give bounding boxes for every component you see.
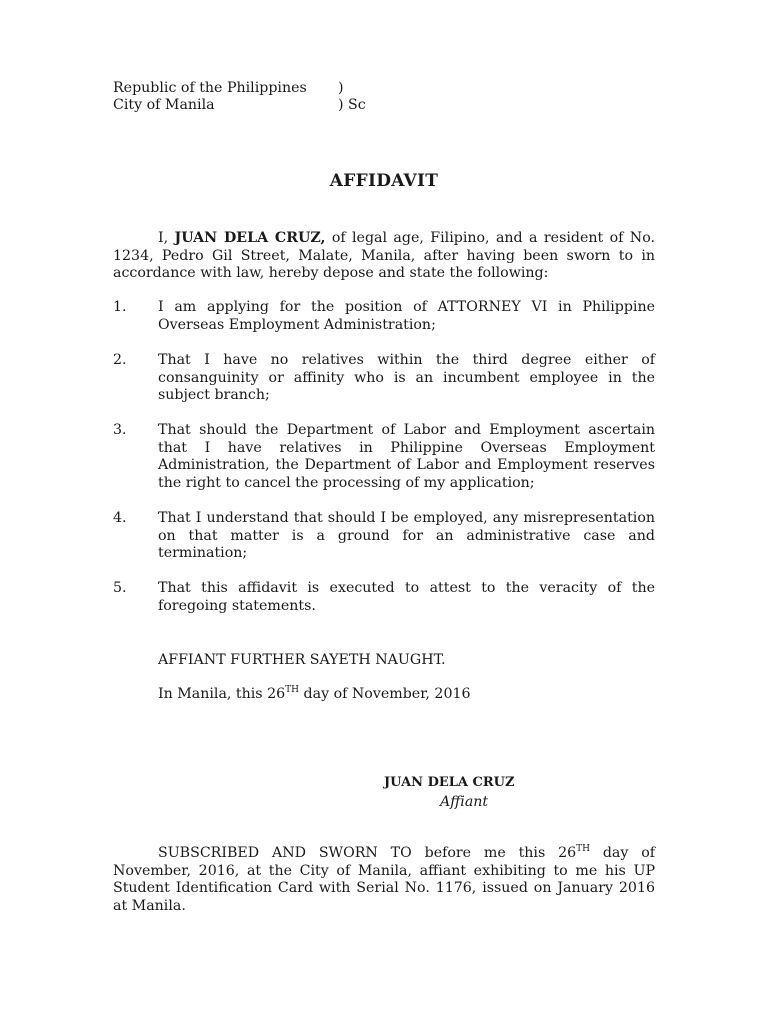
list-item bbox=[113, 422, 655, 492]
list-item bbox=[113, 580, 655, 615]
intro-rest: of legal age, Filipino, and a resident of No. 1234, Pedro Gil Street, Malate, Manila, after having been sworn to in accordance with law, hereby depose and state the following: bbox=[113, 230, 656, 281]
dated-line bbox=[158, 686, 471, 704]
signature-role: Affiant bbox=[440, 794, 489, 810]
list-item-number: 4. bbox=[113, 510, 127, 526]
jurat-sup: TH bbox=[576, 844, 590, 854]
list-item bbox=[113, 510, 655, 563]
affiant-name-inline: JUAN DELA CRUZ, bbox=[174, 230, 326, 246]
list-item-text: That I understand that should I be employed, any misrepresentation on that matter is a ground for an administrative case and termination; bbox=[158, 510, 655, 561]
intro-prefix: I, bbox=[158, 230, 175, 246]
jurat-paragraph bbox=[113, 845, 655, 915]
venue-republic: Republic of the Philippines bbox=[113, 80, 307, 96]
jurat-suffix: day of November, 2016, at the City of Manila, affiant exhibiting to me his UP Student Identification Card with Serial No. 1176, issued on January 2016 at Manila. bbox=[113, 845, 655, 914]
venue-city: City of Manila bbox=[113, 97, 215, 113]
list-item-text: That should the Department of Labor and Employment ascertain that I have relatives in Philippine Overseas Employment Administration, the Department of Labor and Employment reserves the right to cancel the processing of my application; bbox=[158, 422, 655, 491]
list-item-text: That I have no relatives within the third degree either of consanguinity or affinity who is an incumbent employee in the subject branch; bbox=[158, 352, 655, 403]
venue-city-paren: ) Sc bbox=[338, 97, 366, 113]
further-sayeth: AFFIANT FURTHER SAYETH NAUGHT. bbox=[158, 652, 446, 668]
list-item-number: 2. bbox=[113, 352, 127, 368]
dated-sup: TH bbox=[285, 685, 300, 695]
list-item-number: 5. bbox=[113, 580, 127, 596]
jurat-prefix: SUBSCRIBED AND SWORN TO before me this 26 bbox=[158, 845, 577, 861]
intro-paragraph bbox=[113, 230, 655, 283]
list-item bbox=[113, 352, 655, 405]
list-item bbox=[113, 299, 655, 334]
list-item-number: 3. bbox=[113, 422, 127, 438]
venue-republic-paren: ) bbox=[338, 80, 344, 96]
list-item-text: That this affidavit is executed to attest to the veracity of the foregoing statements. bbox=[158, 580, 655, 614]
dated-suffix: day of November, 2016 bbox=[299, 686, 471, 702]
list-item-number: 1. bbox=[113, 299, 127, 315]
dated-prefix: In Manila, this 26 bbox=[158, 686, 286, 702]
document-title: AFFIDAVIT bbox=[329, 171, 439, 191]
list-item-text: I am applying for the position of ATTORNEY VI in Philippine Overseas Employment Administration; bbox=[158, 299, 655, 333]
signature-name: JUAN DELA CRUZ bbox=[384, 775, 515, 790]
